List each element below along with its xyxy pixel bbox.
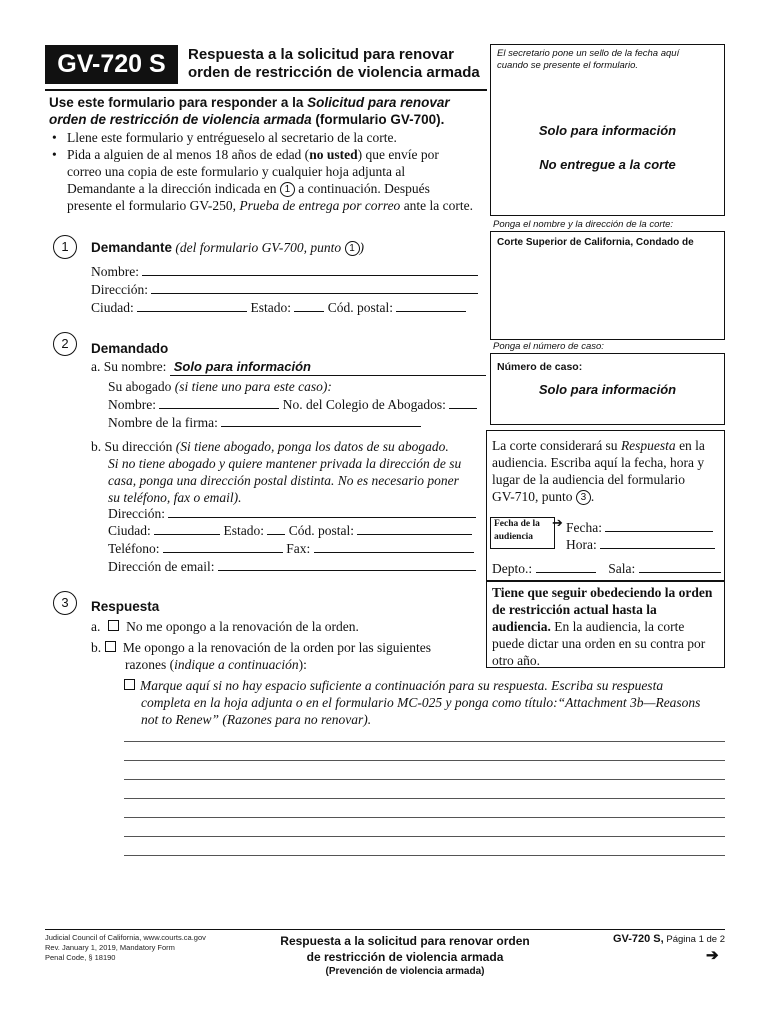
field-note: (Si tiene abogado, ponga los datos de su abogado. bbox=[172, 439, 449, 454]
hearing-date-row bbox=[566, 519, 713, 536]
respondent-city-row bbox=[108, 522, 472, 539]
bullet-text: presente el formulario GV-250, bbox=[67, 198, 240, 213]
field-note: Si no tiene abogado y quiere mantener privada la dirección de su bbox=[108, 456, 462, 471]
attachment-note bbox=[124, 677, 724, 728]
field-label: Depto.: bbox=[492, 561, 533, 576]
intro-text: Use este formulario para responder a la bbox=[49, 95, 308, 110]
respondent-name-row bbox=[91, 358, 486, 376]
respondent-email-field[interactable] bbox=[218, 558, 476, 571]
field-label: Ciudad: bbox=[91, 300, 134, 315]
attachment-text: completa en la hoja adjunta o en el formulario MC-025 y ponga como título:“Attachment 3b—Reasons bbox=[141, 695, 701, 710]
intro-bullets bbox=[52, 129, 492, 214]
footer-subtitle: (Prevención de violencia armada) bbox=[325, 966, 485, 977]
field-label: Nombre: bbox=[91, 264, 139, 279]
case-number-box[interactable] bbox=[490, 353, 725, 425]
clerk-stamp-box[interactable] bbox=[490, 44, 725, 216]
warning-text: audiencia. bbox=[492, 619, 551, 634]
intro-form-name-2: orden de restricción de violencia armada bbox=[49, 112, 312, 127]
respondent-name-field[interactable]: Solo para información bbox=[170, 358, 486, 376]
bullet-text: Pida a alguien de al menos 18 años de edad ( bbox=[67, 147, 310, 162]
do-not-file-label: No entregue a la corte bbox=[539, 157, 676, 172]
respondent-zip-field[interactable] bbox=[357, 522, 472, 535]
bullet-text: a continuación. Después bbox=[294, 181, 430, 196]
petitioner-sub: (del formulario GV-700, punto bbox=[172, 240, 345, 255]
warning-text: otro año. bbox=[492, 653, 540, 668]
info-only-label: Solo para información bbox=[538, 123, 677, 138]
footer-page-number: Página 1 de 2 bbox=[663, 934, 725, 945]
no-objection-row bbox=[91, 618, 359, 635]
warning-text: Tiene que seguir obedeciendo la orden bbox=[492, 585, 713, 600]
bar-number-field[interactable] bbox=[449, 396, 477, 409]
bullet-emphasis: no usted bbox=[309, 147, 358, 162]
objection-checkbox[interactable] bbox=[105, 641, 116, 652]
field-label: Hora: bbox=[566, 537, 597, 552]
footer-left-line: Rev. January 1, 2019, Mandatory Form bbox=[45, 943, 175, 952]
respondent-phone-field[interactable] bbox=[163, 540, 283, 553]
intro-form-number: (formulario GV-700). bbox=[311, 112, 445, 127]
court-box-caption: Ponga el nombre y la dirección de la corte: bbox=[493, 219, 674, 230]
attachment-text: not to Renew” (Razones para no renovar). bbox=[141, 712, 372, 727]
bullet-text: correo una copia de este formulario y cualquier hoja adjunta al bbox=[67, 164, 406, 179]
hearing-date-tag bbox=[490, 517, 555, 549]
hearing-text: lugar de la audiencia del formulario bbox=[492, 472, 686, 487]
answer-line[interactable] bbox=[124, 836, 725, 837]
field-label: Dirección: bbox=[91, 282, 148, 297]
field-label: Cód. postal: bbox=[327, 300, 394, 315]
field-label: Cód. postal: bbox=[288, 523, 355, 538]
lawyer-name-row bbox=[108, 396, 477, 413]
respondent-address-row bbox=[108, 505, 476, 522]
answer-line[interactable] bbox=[124, 798, 725, 799]
petitioner-city-field[interactable] bbox=[137, 299, 247, 312]
option-text: razones ( bbox=[125, 657, 175, 672]
field-label: Su nombre: bbox=[103, 359, 167, 374]
answer-line[interactable] bbox=[124, 817, 725, 818]
footer-left-line: Judicial Council of California, www.courts.ca.gov bbox=[45, 933, 206, 942]
bullet-item: • Pida a alguien de al menos 18 años de edad (no usted) que envíe por bbox=[52, 147, 439, 162]
field-note: casa, ponga una dirección postal distinta. No es necesario poner bbox=[108, 473, 459, 488]
petitioner-name-row bbox=[91, 263, 478, 280]
respondent-address-heading bbox=[91, 438, 491, 506]
warning-text: puede dictar una orden en su contra por bbox=[492, 636, 706, 651]
case-box-caption: Ponga el número de caso: bbox=[493, 341, 604, 352]
warning-text: En la audiencia, la corte bbox=[550, 619, 685, 634]
field-label: Dirección: bbox=[108, 506, 165, 521]
option-text: ): bbox=[298, 657, 307, 672]
section-1-heading bbox=[91, 239, 364, 256]
hearing-info-box bbox=[486, 430, 725, 582]
petitioner-zip-field[interactable] bbox=[396, 299, 466, 312]
hearing-text: en la bbox=[675, 438, 705, 453]
field-label: Dirección de email: bbox=[108, 559, 215, 574]
respondent-fax-field[interactable] bbox=[314, 540, 474, 553]
footer-left-line: Penal Code, § 18190 bbox=[45, 953, 116, 962]
hearing-room-field[interactable] bbox=[639, 560, 721, 573]
item-ref-1: 1 bbox=[345, 241, 360, 256]
bullet-form-name: Prueba de entrega por correo bbox=[239, 198, 401, 213]
item-label: b. bbox=[91, 439, 102, 454]
option-text: Me opongo a la renovación de la orden por las siguientes bbox=[122, 640, 432, 655]
respondent-address-field[interactable] bbox=[168, 505, 476, 518]
form-title bbox=[188, 46, 480, 82]
arrow-icon: ➔ bbox=[552, 515, 563, 530]
field-label: Nombre: bbox=[108, 397, 156, 412]
section-1-number: 1 bbox=[53, 235, 77, 259]
bullet-text: Demandante a la dirección indicada en bbox=[67, 181, 280, 196]
hearing-text: audiencia. Escriba aquí la fecha, hora y bbox=[492, 455, 705, 470]
case-number-label: Número de caso: bbox=[497, 361, 583, 373]
respondent-phone-row bbox=[108, 540, 474, 557]
answer-line[interactable] bbox=[124, 855, 725, 856]
hearing-text: GV-710, punto bbox=[492, 489, 576, 504]
lawyer-heading bbox=[108, 378, 332, 395]
hearing-dept-row bbox=[492, 560, 721, 577]
petitioner-title: Demandante bbox=[91, 240, 173, 255]
section-2-heading: Demandado bbox=[91, 341, 169, 356]
form-title-line2: orden de restricción de violencia armada bbox=[188, 64, 480, 81]
warning-text: de restricción actual hasta la bbox=[492, 602, 657, 617]
footer-center bbox=[260, 933, 550, 978]
court-name-label: Corte Superior de California, Condado de bbox=[497, 237, 694, 248]
section-3-heading: Respuesta bbox=[91, 599, 160, 614]
respondent-city-field[interactable] bbox=[154, 522, 220, 535]
hearing-text: Respuesta bbox=[620, 438, 676, 453]
section-3-number: 3 bbox=[53, 591, 77, 615]
attachment-text: Marque aquí si no hay espacio suficiente a continuación para su respuesta. Escriba su respuesta bbox=[140, 678, 664, 693]
item-ref-1: 1 bbox=[280, 182, 295, 197]
bullet-text: ante la corte. bbox=[400, 198, 474, 213]
option-text: indique a continuación bbox=[174, 657, 299, 672]
petitioner-state-field[interactable] bbox=[294, 299, 324, 312]
hearing-time-row bbox=[566, 536, 715, 553]
hearing-time-field[interactable] bbox=[600, 536, 715, 549]
hearing-dept-field[interactable] bbox=[536, 560, 596, 573]
firm-name-field[interactable] bbox=[221, 414, 421, 427]
court-name-box[interactable] bbox=[490, 231, 725, 340]
hearing-date-tag-line: Fecha de la bbox=[494, 519, 540, 529]
clerk-note-line2: cuando se presente el formulario. bbox=[497, 60, 638, 71]
field-label: Fecha: bbox=[566, 520, 602, 535]
hearing-instructions bbox=[492, 437, 724, 505]
intro-heading bbox=[49, 94, 450, 128]
petitioner-name-field[interactable] bbox=[142, 263, 478, 276]
hearing-text: La corte considerará su bbox=[492, 438, 621, 453]
answer-line[interactable] bbox=[124, 741, 725, 742]
lawyer-name-field[interactable] bbox=[159, 396, 279, 409]
footer-rule bbox=[45, 929, 725, 930]
field-label: Sala: bbox=[608, 561, 636, 576]
objection-row bbox=[91, 639, 431, 673]
footer-left bbox=[45, 933, 206, 963]
case-number-value: Solo para información bbox=[538, 382, 677, 397]
field-label: Teléfono: bbox=[108, 541, 160, 556]
field-label: Nombre de la firma: bbox=[108, 415, 218, 430]
hearing-text: . bbox=[590, 489, 595, 504]
no-objection-checkbox[interactable] bbox=[108, 620, 119, 631]
form-title-line1: Respuesta a la solicitud para renovar bbox=[188, 46, 454, 63]
footer-page bbox=[580, 933, 725, 945]
field-label: Su dirección bbox=[104, 439, 173, 454]
field-note: su teléfono, fax o email). bbox=[108, 490, 242, 505]
next-page-arrow-icon[interactable]: ➔ bbox=[706, 947, 719, 964]
option-text: No me opongo a la renovación de la orden. bbox=[126, 619, 359, 634]
footer-form-code: GV-720 S, bbox=[612, 933, 664, 945]
warning-box bbox=[486, 580, 725, 668]
item-label: a. bbox=[91, 359, 101, 374]
petitioner-address-field[interactable] bbox=[151, 281, 478, 294]
item-label: b. bbox=[91, 640, 102, 655]
petitioner-sub: ) bbox=[359, 240, 365, 255]
section-2-number: 2 bbox=[53, 332, 77, 356]
item-ref-3: 3 bbox=[576, 490, 591, 505]
field-label: No. del Colegio de Abogados: bbox=[282, 397, 446, 412]
form-code-badge: GV-720 S bbox=[45, 45, 178, 84]
clerk-note-line1: El secretario pone un sello de la fecha aquí bbox=[497, 48, 680, 59]
field-label: Estado: bbox=[250, 300, 291, 315]
field-label: Ciudad: bbox=[108, 523, 151, 538]
bullet-item: • Llene este formulario y entrégueselo al secretario de la corte. bbox=[52, 130, 397, 145]
intro-form-name: Solicitud para renovar bbox=[307, 95, 450, 110]
item-label: a. bbox=[91, 619, 101, 634]
footer-title-line: de restricción de violencia armada bbox=[306, 950, 504, 964]
field-label: Su abogado bbox=[108, 379, 172, 394]
header-rule bbox=[45, 89, 487, 91]
field-label: Estado: bbox=[223, 523, 264, 538]
answer-line[interactable] bbox=[124, 779, 725, 780]
petitioner-city-row bbox=[91, 299, 466, 316]
hearing-date-field[interactable] bbox=[605, 519, 713, 532]
answer-line[interactable] bbox=[124, 760, 725, 761]
footer-title-line: Respuesta a la solicitud para renovar orden bbox=[280, 934, 530, 948]
bullet-text: Llene este formulario y entrégueselo al secretario de la corte. bbox=[67, 130, 397, 145]
petitioner-address-row bbox=[91, 281, 478, 298]
attachment-checkbox[interactable] bbox=[124, 679, 135, 690]
firm-name-row bbox=[108, 414, 421, 431]
field-label: Fax: bbox=[286, 541, 311, 556]
respondent-state-field[interactable] bbox=[267, 522, 285, 535]
field-note: (si tiene uno para este caso): bbox=[171, 379, 332, 394]
bullet-text: ) que envíe por bbox=[357, 147, 439, 162]
respondent-email-row bbox=[108, 558, 476, 575]
hearing-date-tag-line: audiencia bbox=[494, 532, 534, 542]
